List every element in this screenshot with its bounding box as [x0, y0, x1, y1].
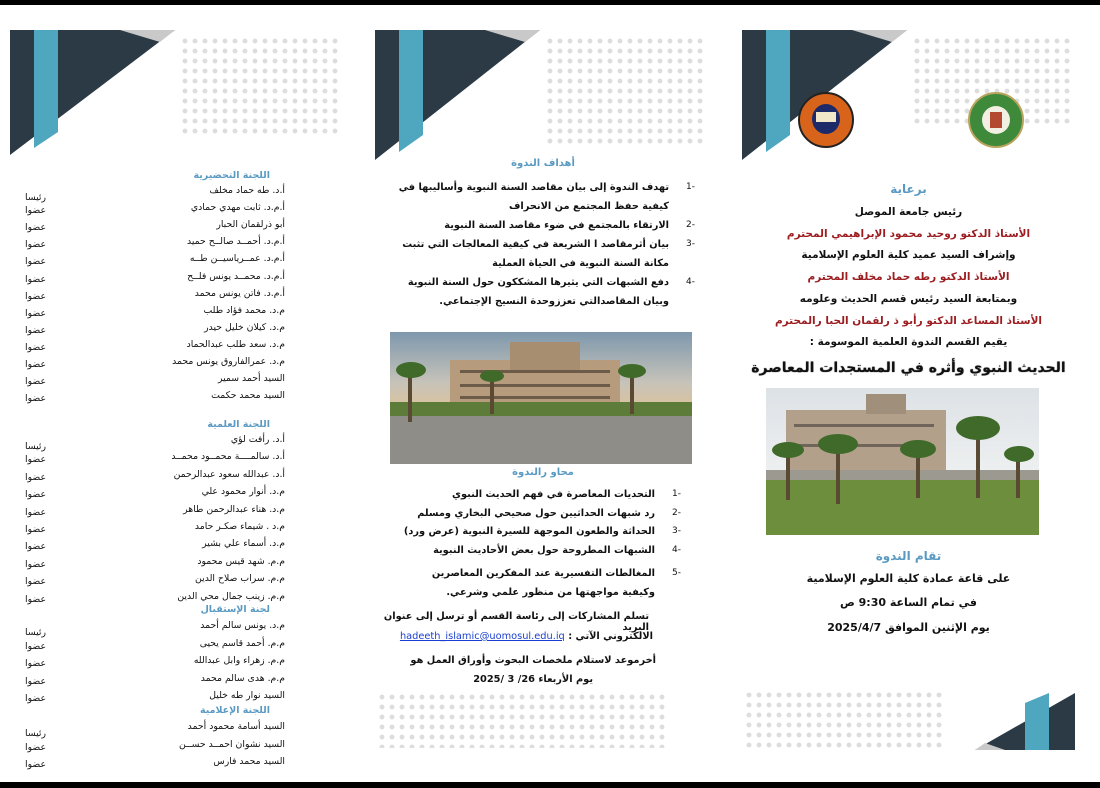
patronage-line: الأستاذ الدكتو رطه حماد مخلف المحترم [807, 271, 1010, 284]
committee-member-row [25, 236, 285, 252]
dot-pattern [545, 36, 705, 146]
patronage-line: يقيم القسم الندوة العلمية الموسومة : [809, 336, 1008, 349]
venue-text: على قاعة عمادة كلية العلوم الإسلامية [806, 572, 1011, 585]
member-role: عضوا [25, 693, 46, 704]
member-name: السيد أسامة محمود أحمد [187, 721, 285, 732]
university-logo [968, 92, 1024, 148]
committee-member-row [25, 638, 285, 654]
member-name: السيد أحمد سمير [218, 373, 285, 385]
date-text: يوم الإثنين الموافق 2025/4/7 [827, 621, 990, 634]
axis-item [401, 504, 681, 523]
objectives-heading: أهداف الندوة [511, 158, 575, 169]
objective-text: دفع الشبهات التي يثيرها المشككون حول السنة النبوية وبيان المقاصدالتي تعززوحدة النسيج الإجتماعي. [407, 277, 669, 307]
member-name: أ.م.د. محمــد يونس فلــح [187, 270, 285, 282]
objective-item [395, 235, 695, 273]
committee-heading: اللجنة التحضيرية [193, 170, 270, 181]
member-role: عضوا [25, 558, 46, 570]
committee-member-row [25, 390, 285, 406]
member-role: عضوا [25, 454, 46, 466]
member-role: عضوا [25, 576, 46, 588]
member-role: عضوا [25, 376, 46, 388]
member-name: م.م. سراب صلاح الدين [195, 573, 285, 585]
member-role: عضوا [25, 324, 46, 336]
axis-text: المغالطات التفسيرية عند المفكرين المعاصرين وكيفية مواجهتها من منظور علمي وشرعي. [431, 568, 655, 598]
member-name: أ.د. سالمــــة محمــود محمــد [171, 451, 285, 463]
committee-member-row [25, 721, 285, 737]
axis-text: الحداثة والطعون الموجهة للسيرة النبوية (عرض ورد) [403, 526, 655, 537]
axis-number: -3 [672, 526, 681, 536]
committee-member-row [25, 504, 285, 520]
dot-pattern [377, 692, 667, 748]
committee-member-row [25, 486, 285, 502]
member-name: م.د. عمرالفاروق يونس محمد [172, 356, 285, 367]
committees-panel [10, 30, 345, 770]
member-name: م.د. هناء عبدالرحمن طاهر [183, 503, 285, 515]
college-building-photo [390, 332, 692, 464]
objective-number: -1 [686, 182, 695, 192]
member-role: عضوا [25, 506, 46, 518]
member-role: عضوا [25, 205, 46, 217]
committee-member-row [25, 288, 285, 304]
member-name: م.د. سعد طلب عبدالحماد [186, 338, 285, 350]
patronage-line: رئيس جامعة الموصل [854, 206, 963, 218]
axis-text: الشبهات المطروحة حول بعض الأحاديث النبوية [433, 545, 655, 556]
committee-heading: لجنة الإستقبال [200, 604, 270, 615]
member-name: أبو ذرلقمان الحبار [216, 219, 285, 231]
member-name: أ.د. عبدالله سعود عبدالرحمن [173, 468, 285, 480]
axis-number: -2 [672, 508, 681, 518]
patronage-line: الأستاذ الدكتو روحيد محمود الإبراهيمي المحترم [786, 227, 1031, 240]
committee-member-row [25, 573, 285, 589]
committee-member-row [25, 451, 285, 467]
committee-member-row [25, 556, 285, 572]
member-role: عضوا [25, 759, 46, 770]
member-role: عضوا [25, 290, 46, 302]
corner-decoration [975, 693, 1075, 750]
axis-text: رد شبهات الحداثيين حول صحيحي البخاري ومسلم [417, 508, 655, 519]
member-role: رئيسا [25, 441, 47, 452]
committee-member-row [25, 739, 285, 755]
patronage-heading: برعاية [890, 182, 927, 196]
member-role: عضوا [25, 524, 46, 535]
dot-pattern [180, 36, 340, 136]
axis-number: -5 [672, 568, 681, 578]
objectives-panel [375, 30, 711, 748]
member-role: عضوا [25, 222, 46, 234]
committee-member-row [25, 322, 285, 338]
member-role: عضوا [25, 307, 46, 319]
committee-member-row [25, 690, 285, 706]
objective-item [395, 178, 695, 216]
college-logo [798, 92, 854, 148]
member-role: عضوا [25, 239, 46, 251]
objective-item [395, 216, 695, 235]
member-name: م.م. زينب جمال محي الدين [177, 590, 285, 602]
member-role: عضوا [25, 341, 46, 353]
objective-text: بيان أثرمقاصد ا الشريعة في كيفية المعالجات التي تثبت مكانة السنة النبوية في الحياة العملية [402, 239, 669, 269]
member-name: م.د. أسماء علي بشير [202, 538, 285, 550]
committee-member-row [25, 305, 285, 321]
cover-panel [742, 30, 1075, 750]
member-role: عضوا [25, 675, 46, 687]
objective-number: -4 [686, 277, 695, 287]
member-role: عضوا [25, 741, 46, 753]
objective-number: -2 [686, 220, 695, 230]
committee-member-row [25, 538, 285, 554]
objective-text: تهدف الندوة إلى بيان مقاصد السنة النبوية وأساليبها في كيفية حفظ المجتمع من الانحراف [398, 182, 669, 212]
bottom-black-bar [0, 782, 1100, 788]
axis-text: التحديات المعاصرة في فهم الحديث النبوي [451, 489, 655, 500]
axis-item [401, 564, 681, 602]
axis-item [401, 485, 681, 504]
member-name: م.د . شيماء صكـر حامد [194, 521, 285, 532]
objective-number: -3 [686, 239, 695, 249]
member-role: رئيسا [25, 192, 47, 203]
patronage-line: وإشراف السيد عميد كلية العلوم الإسلامية [801, 249, 1016, 262]
member-name: أ.م.د. عمــرياسيــن طــه [189, 253, 285, 265]
member-name: أ.م.د. أحمــد صالــح حميد [186, 236, 285, 248]
time-text: في تمام الساعة 9:30 ص [840, 596, 977, 609]
objective-text: الارتقاء بالمجتمع في ضوء مقاصد السنة النبوية [444, 220, 669, 231]
committee-heading: اللجنة العلمية [207, 419, 270, 430]
campus-photo [766, 388, 1039, 535]
committee-member-row [25, 469, 285, 485]
member-name: م.د. يونس سالم أحمد [200, 620, 285, 631]
top-black-bar [0, 0, 1100, 5]
member-name: م.م. هدى سالم محمد [200, 672, 285, 684]
member-name: م.د. كيلان خليل حيدر [204, 321, 285, 333]
member-name: أ.د. رأفت لؤي [230, 434, 285, 445]
email-link[interactable]: hadeeth_islamic@uomosul.edu.iq [399, 631, 565, 642]
member-name: السيد محمد فارس [213, 756, 285, 767]
email-line [400, 631, 653, 642]
member-role: عضوا [25, 593, 46, 605]
committee-member-row [25, 434, 285, 450]
member-name: م.د. محمد فؤاد طلب [203, 304, 285, 316]
member-role: عضوا [25, 640, 46, 652]
submission-text: تسلم المشاركات إلى رئاسة القسم أو ترسل إلى عنوان البريد [383, 611, 649, 633]
seminar-title: الحديث النبوي وأثره في المستجدات المعاصرة [751, 360, 1066, 376]
axis-item [401, 522, 681, 541]
member-name: م.م. أحمد قاسم يحيى [199, 637, 285, 649]
member-role: عضوا [25, 273, 46, 285]
member-role: عضوا [25, 471, 46, 483]
member-role: رئيسا [25, 728, 47, 739]
corner-decoration [375, 30, 540, 160]
member-name: م.م. زهراء وابل عبدالله [193, 655, 285, 666]
objective-item [395, 273, 695, 311]
committee-heading: اللجنة الإعلامية [199, 705, 270, 716]
member-role: عضوا [25, 541, 46, 553]
axes-heading: محاو رالندوة [512, 467, 574, 478]
member-role: عضوا [25, 359, 46, 370]
member-name: أ.م.د. ثابت مهدي حمادي [190, 202, 285, 214]
axis-item [401, 541, 681, 560]
committee-member-row [25, 373, 285, 389]
patronage-line: الأستاذ المساعد الدكتو رأبو ذ رلقمان الحبا رالمحترم [774, 314, 1043, 327]
committee-member-row [25, 356, 285, 372]
member-role: عضوا [25, 658, 46, 669]
member-name: السيد محمد حكمت [211, 390, 285, 402]
member-name: م.م. شهد قيس محمود [197, 555, 285, 567]
patronage-line: وبمتابعة السيد رئيس قسم الحديث وعلومه [799, 292, 1018, 305]
member-name: أ.د. طه حماد مخلف [209, 185, 285, 196]
deadline-text: أخرموعد لاستلام ملخصات البحوث وأوراق العمل هو [410, 655, 656, 666]
member-name: السيد نوار طه خليل [209, 690, 285, 701]
member-role: عضوا [25, 489, 46, 501]
email-label: الالكتروني الآتي : [568, 631, 653, 642]
corner-decoration [10, 30, 175, 155]
committee-member-row [25, 756, 285, 770]
axis-number: -4 [672, 545, 681, 555]
dot-pattern [744, 690, 944, 750]
committee-member-row [25, 620, 285, 636]
axis-number: -1 [672, 489, 681, 499]
committee-member-row [25, 185, 285, 201]
member-name: السيد نشوان احمــد حســن [179, 738, 285, 750]
committee-member-row [25, 673, 285, 689]
member-role: عضوا [25, 393, 46, 405]
committee-member-row [25, 219, 285, 235]
committee-member-row [25, 521, 285, 537]
committee-member-row [25, 271, 285, 287]
committee-member-row [25, 339, 285, 355]
member-role: رئيسا [25, 627, 47, 638]
venue-heading: تقام الندوة [875, 549, 942, 563]
deadline-date: يوم الأربعاء 26/ 3 /2025 [473, 674, 593, 685]
member-name: م.د. أنوار محمود علي [201, 486, 285, 498]
committee-member-row [25, 202, 285, 218]
committee-member-row [25, 655, 285, 671]
committee-member-row [25, 253, 285, 269]
member-role: عضوا [25, 256, 46, 268]
member-name: أ.م.د. فاتن يونس محمد [194, 287, 285, 299]
